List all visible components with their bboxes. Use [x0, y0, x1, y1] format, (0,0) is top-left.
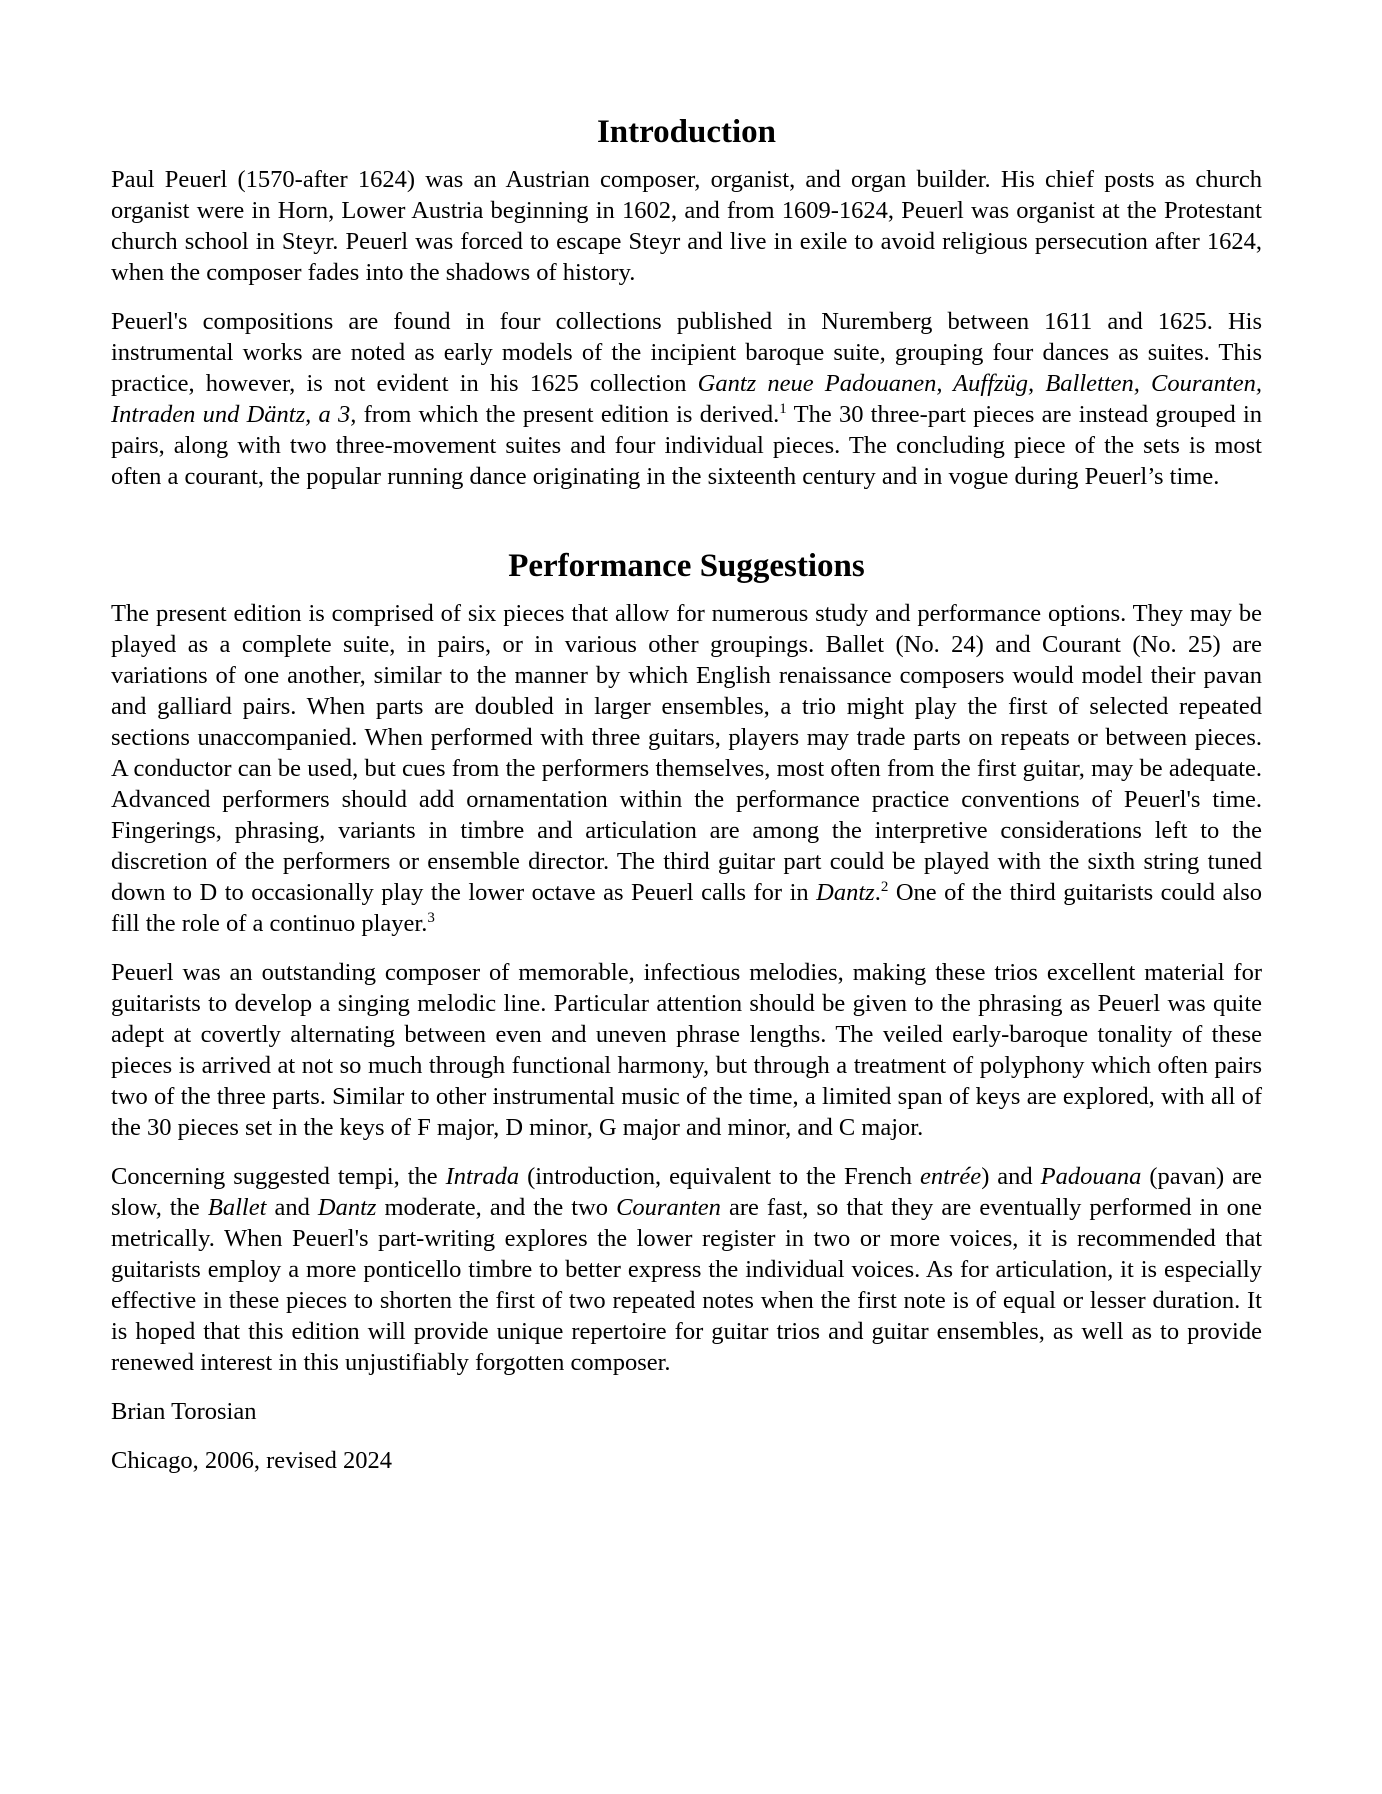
place-date: Chicago, 2006, revised 2024 [111, 1447, 393, 1474]
intrada-term: Intrada [445, 1163, 520, 1190]
couranten-term: Couranten [616, 1194, 721, 1221]
perf-p3-text-e: and [266, 1194, 318, 1221]
author-name: Brian Torosian [111, 1398, 257, 1425]
padouana-term: Padouana [1040, 1163, 1142, 1190]
footnote-ref-2: 2 [880, 878, 889, 895]
performance-paragraph-3 [111, 1161, 1262, 1378]
intro-paragraph-1: Paul Peuerl (1570-after 1624) was an Austrian composer, organist, and organ builder. His chief posts as church organist were in Horn, Lower Austria beginning in 1602, and from 1609-1624, Peuerl was organist at the Protestant church school in Steyr. Peuerl was forced to escape Steyr and live in exile to avoid religious persecution after 1624, when the composer fades into the shadows of history. [111, 166, 1262, 286]
perf-p1-text-c: One of the third guitarists could also fill the role of a continuo player. [111, 879, 1263, 937]
entree-term: entrée [919, 1163, 982, 1190]
footnote-ref-3: 3 [427, 909, 435, 926]
perf-p3-text-b: (introduction, equivalent to the French [519, 1163, 920, 1190]
perf-p3-text-a: Concerning suggested tempi, the [111, 1163, 446, 1190]
dantz-term: Dantz [317, 1194, 377, 1221]
perf-p3-text-g: are fast, so that they are eventually performed in one metrically. When Peuerl's part-writing explores the lower register in two or more voices, it is recommended that guitarists employ a more ponticello timbre to better express the individual voices. As for articulation, it is especially effective in these pieces to shorten the first of two repeated notes when the first note is of equal or lesser duration. It is hoped that this edition will provide unique repertoire for guitar trios and guitar ensembles, as well as to provide renewed interest in this unjustifiably forgotten composer. [111, 1194, 1263, 1376]
perf-p1-text-b: . [874, 879, 881, 906]
performance-paragraph-2: Peuerl was an outstanding composer of memorable, infectious melodies, making these trios excellent material for guitarists to develop a singing melodic line. Particular attention should be given to the phrasing as Peuerl was quite adept at covertly alternating between even and uneven phrase lengths. The veiled early-baroque tonality of these pieces is arrived at not so much through functional harmony, but through a treatment of polyphony which often pairs two of the three parts. Similar to other instrumental music of the time, a limited span of keys are explored, with all of the 30 pieces set in the keys of F major, D minor, G major and minor, and C major. [111, 959, 1262, 1141]
introduction-heading: Introduction [596, 114, 777, 150]
performance-paragraph-1 [111, 598, 1262, 939]
intro-p2-text-c: The 30 three-part pieces are instead grouped in pairs, along with two three-movement suites and four individual pieces. The concluding piece of the sets is most often a courant, the popular running dance originating in the sixteenth century and in vogue during Peuerl’s time. [111, 401, 1262, 490]
dantz-title: Dantz [816, 879, 875, 906]
perf-p3-text-c: ) and [981, 1163, 1041, 1190]
intro-p2-text-a: Peuerl's compositions are found in four collections published in Nuremberg between 1611 and 1625. His instrumental works are noted as early models of the incipient baroque suite, grouping four dances as suites. This practice, however, is not evident in his 1625 collection [111, 308, 1262, 397]
collection-title: Gantz neue Padouanen, Auffzüg, Balletten, Couranten, Intraden und Däntz, a 3, [111, 370, 1262, 428]
perf-p3-text-d: (pavan) are slow, the [111, 1163, 1262, 1221]
footnote-ref-1: 1 [779, 400, 787, 417]
perf-p3-text-f: moderate, and the two [376, 1194, 617, 1221]
intro-p2-text-b: from which the present edition is derived. [356, 401, 780, 428]
perf-p1-text-a: The present edition is comprised of six pieces that allow for numerous study and performance options. They may be played as a complete suite, in pairs, or in various other groupings. Ballet (No. 24) and Courant (No. 25) are variations of one another, similar to the manner by which English renaissance composers would model their pavan and galliard pairs. When parts are doubled in larger ensembles, a trio might play the first of selected repeated sections unaccompanied. When performed with three guitars, players may trade parts on repeats or between pieces. A conductor can be used, but cues from the performers themselves, most often from the first guitar, may be adequate. Advanced performers should add ornamentation within the performance practice conventions of Peuerl's time. Fingerings, phrasing, variants in timbre and articulation are among the interpretive considerations left to the discretion of the performers or ensemble director. The third guitar part could be played with the sixth string tuned down to D to occasionally play the lower octave as Peuerl calls for in [111, 600, 1262, 906]
performance-suggestions-heading: Performance Suggestions [508, 548, 865, 584]
intro-paragraph-2 [111, 306, 1262, 492]
ballet-term: Ballet [207, 1194, 267, 1221]
